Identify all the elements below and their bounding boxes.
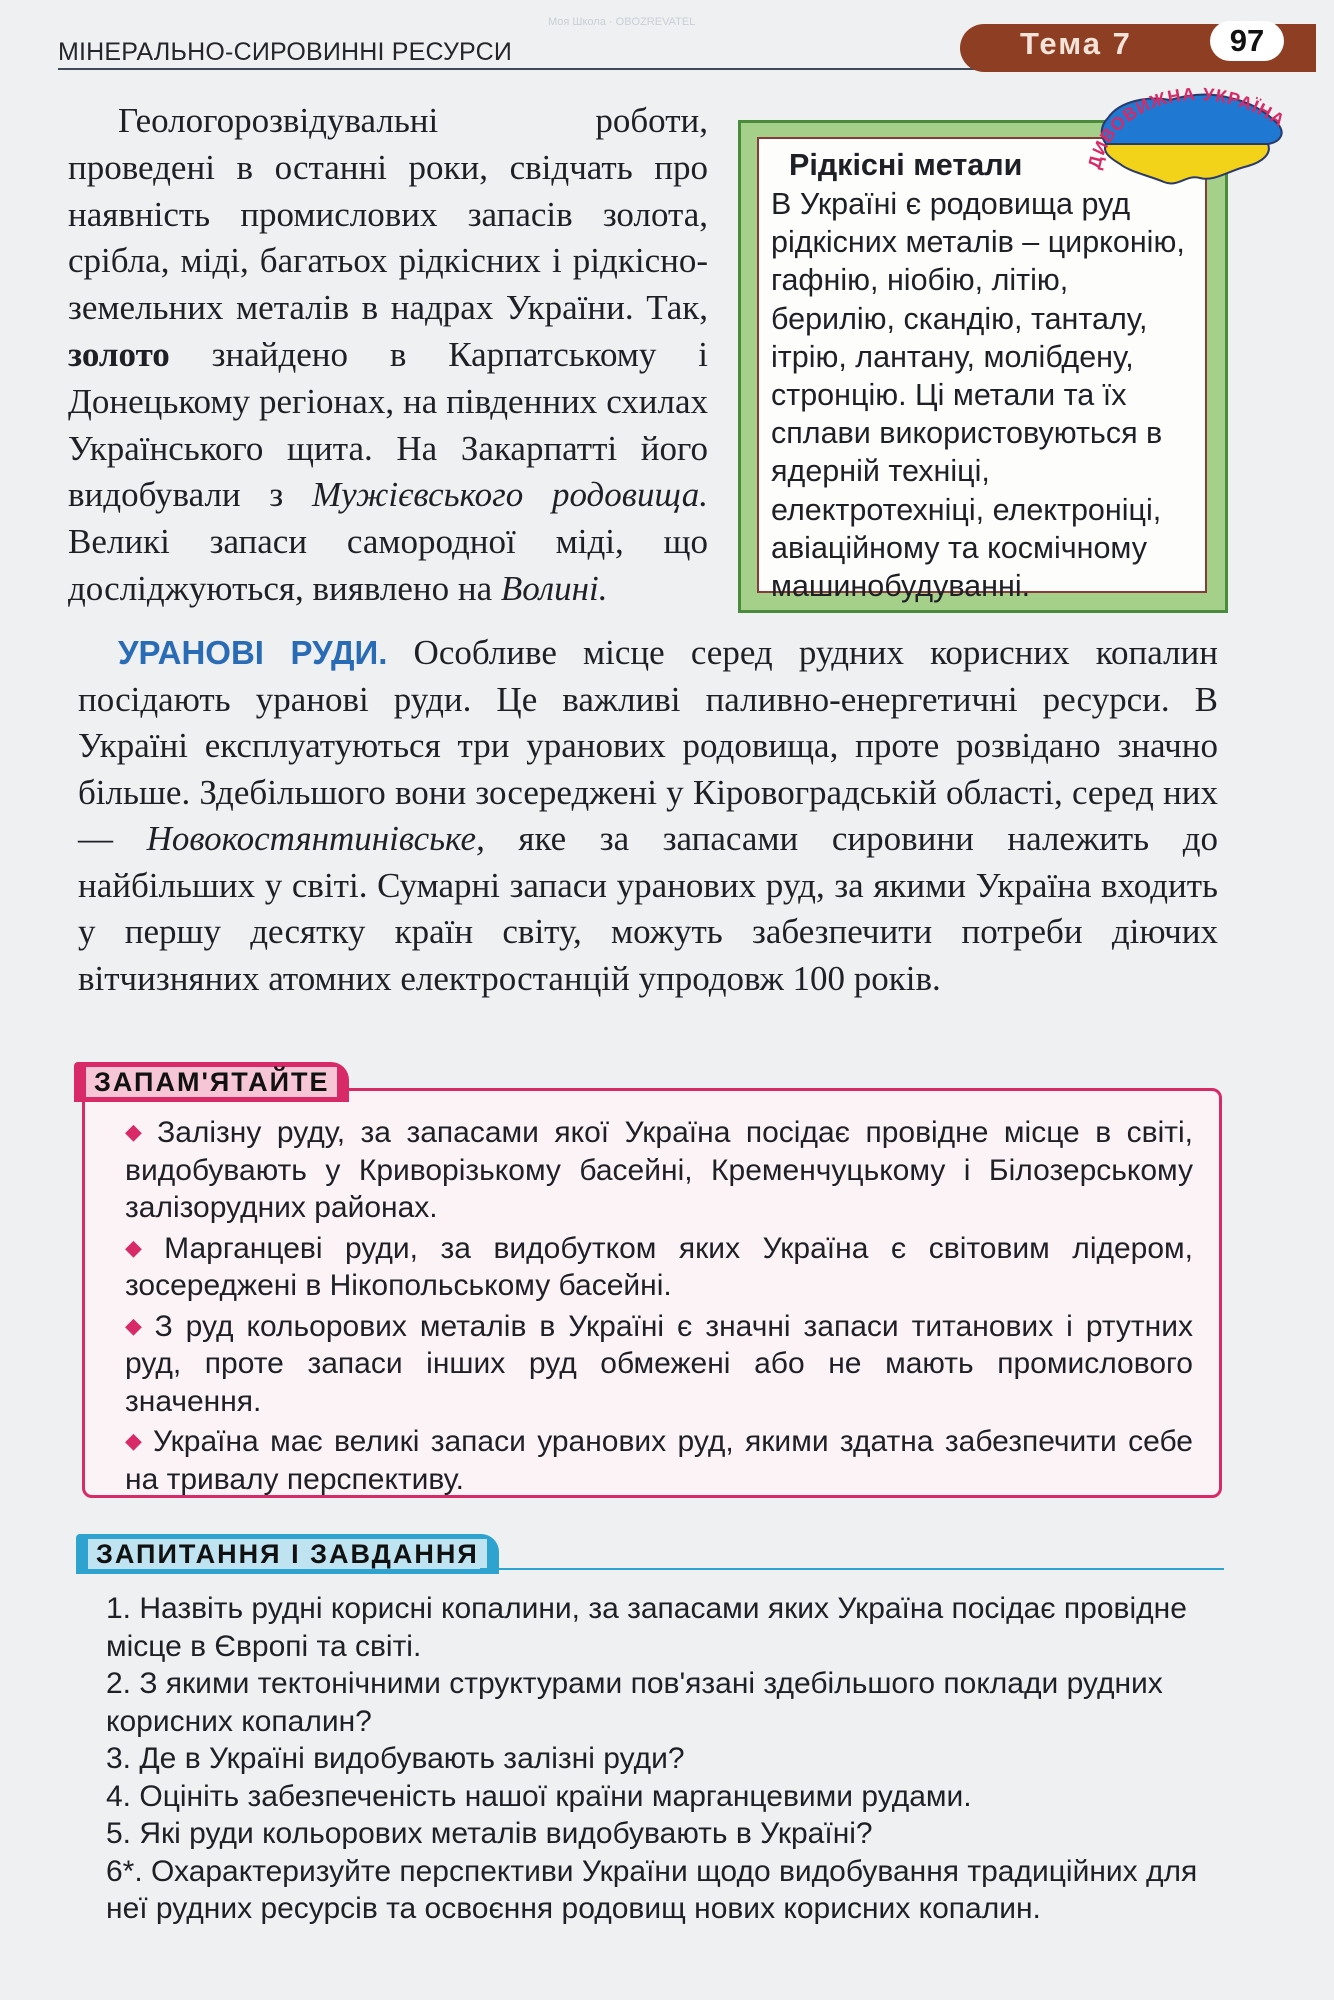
header-rule [58,68,978,70]
question-item: 4. Оцініть забезпеченість нашої країни марганцевими рудами. [106,1779,972,1813]
uranium-text-1: Особливе місце серед рудних корисних копалин посідають уранові руди. Це важливі паливно-енергетичні ресурси. В Україні експлуатуються три уранових родовища, проте розвідано значно більше. Здебільшого вони зосереджені у Кіровоградській області, серед них — [78,633,1218,858]
running-header-title: МІНЕРАЛЬНО-СИРОВИННІ РЕСУРСИ [58,38,513,66]
remember-item [125,1307,1193,1421]
intro-volyn: Волині. [500,568,608,608]
intro-text-3: Великі запаси самородної міді, що досліджуються, виявлено на [68,522,708,608]
remember-label-text: ЗАПАМ'ЯТАЙТЕ [86,1067,337,1097]
svg-text:ДИВОВИЖНА УКРАЇНА [1084,84,1289,171]
question-item: 1. Назвіть рудні корисні копалини, за запасами яких Україна посідає провідне місце в Європі та світі. [106,1592,1187,1663]
intro-text-1: Геологорозвідувальні роботи, проведені в останні роки, свідчать про наявність промислових запасів золота, срібла, міді, багатьох рідкісних і рідкісно-земельних металів в надрах України. Так, [68,101,708,328]
diamond-bullet-icon: ◆ [125,1428,145,1453]
diamond-bullet-icon: ◆ [125,1312,147,1338]
questions-rule [480,1568,1224,1570]
intro-gold: золото [68,334,170,374]
remember-box [82,1088,1222,1498]
watermark-school: Моя Школа [548,16,606,28]
badge-text: ДИВОВИЖНА УКРАЇНА [1084,84,1289,171]
uranium-section [78,630,1218,1002]
intro-text-2: знайдено в Карпатському і Донецькому регіонах, на південних схилах Українського щита. На Закарпатті його видобували з [68,334,708,515]
diamond-bullet-icon: ◆ [125,1119,150,1144]
question-item: 3. Де в Україні видобувають залізні руди? [106,1742,685,1775]
remember-item-text: Україна має великі запаси уранових руд, якими здатна забезпечити себе на тривалу перспективу. [125,1425,1193,1496]
question-item: 2. З якими тектонічними структурами пов'язані здебільшого поклади рудних корисних копалин? [106,1667,1163,1738]
remember-item [125,1229,1193,1305]
sidebar-title: Рідкісні метали [789,148,1023,182]
sidebar-text: В Україні є родовища руд рідкісних металів – цирконію, гафнію, ніобію, літію, берилію, скандію, танталу, ітрію, лантану, молібдену, стронцію. Ці метали та їх сплави використовуються в ядерній техніці, електротехніці, електроніці, авіаційному та космічному машинобудуванні. [771,187,1185,604]
remember-item [125,1422,1193,1498]
remember-item-text: З руд кольорових металів в Україні є значні запаси титанових і ртутних руд, проте запаси інших руд обмежені або не мають промислового значення. [125,1309,1194,1418]
questions-list [106,1590,1226,1928]
amazing-ukraine-badge [1070,60,1310,210]
uranium-heading: УРАНОВІ РУДИ. [118,634,388,671]
topic-label: Тема 7 [1020,26,1132,61]
watermark: Моя Школа · OBOZREVATEL [548,16,696,28]
questions-label [76,1534,499,1574]
question-item: 5. Які руди кольорових металів видобувають в Україні? [106,1817,873,1850]
intro-paragraph [68,98,708,613]
diamond-bullet-icon: ◆ [125,1234,157,1260]
question-item: 6*. Охарактеризуйте перспективи України щодо видобування традиційних для неї рудних ресурсів та освоєння родовищ нових корисних копалин. [106,1854,1198,1925]
watermark-brand: OBOZREVATEL [615,16,696,28]
page-number: 97 [1210,21,1284,61]
intro-deposit: Мужієвського родовища. [312,475,708,515]
remember-item-text: Марганцеві руди, за видобутком яких Україна є світовим лідером, зосереджені в Нікопольському басейні. [125,1231,1194,1302]
remember-label [74,1062,349,1102]
remember-item [125,1113,1193,1227]
questions-label-text: ЗАПИТАННЯ І ЗАВДАННЯ [88,1539,487,1569]
uranium-text-2: яке за запасами сировини належить до найбільших у світі. Сумарні запаси уранових руд, за якими Україна входить у першу десятку країн світу, можуть забезпечити потреби діючих вітчизняних атомних електростанцій упродовж 100 років. [78,819,1218,998]
uranium-deposit: Новокостянтинівське, [146,819,485,858]
remember-item-text: Залізну руду, за запасами якої Україна посідає провідне місце в світі, видобувають у Криворізькому басейні, Кременчуцькому і Білозерському залізорудних районах. [125,1116,1193,1224]
